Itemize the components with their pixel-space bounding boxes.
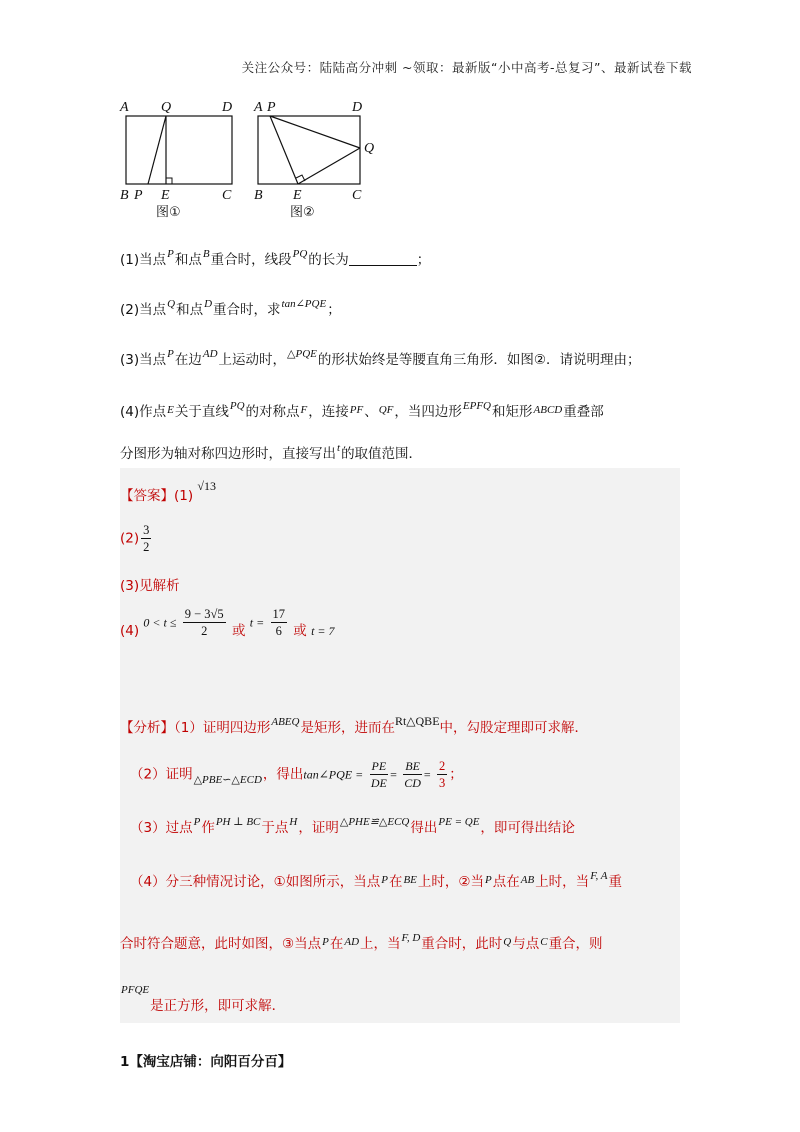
figures-svg	[110, 96, 410, 226]
fig1-label-b: B	[120, 188, 129, 203]
fig2-label-b: B	[254, 188, 263, 203]
fig1-segment-pq	[148, 116, 166, 184]
fig2-segment-pq	[270, 116, 360, 148]
analysis-step-4-line-3: $^{PFQE}$是正方形，即可求解．	[121, 984, 286, 1014]
answer-4-fraction-2: $\frac{17}{6}$	[272, 607, 285, 638]
answer-4-fraction-1: $\frac{9 - 3√5}{2}$	[184, 607, 224, 638]
answer-2-fraction: $\frac{3}{2}$	[143, 523, 150, 554]
answer-3: (3)见解析	[120, 578, 180, 594]
question-4-line-1: (4)作点$^E$关于直线$^{PQ}$的对称点$^F$，连接$^{PF}$、$^{QF}$，当四边形$^{EPFQ}$和矩形$^{ABCD}$重叠部	[120, 400, 604, 420]
analysis-step-4-line-1: （4）分三种情况讨论，①如图所示，当点$^P$在$^{BE}$上时，②当$^P$点在$^{AB}$上时，当$^{F, A}$重	[130, 870, 623, 890]
fig1-caption: 图①	[156, 205, 181, 220]
fig2-label-q: Q	[364, 141, 375, 156]
fig2-caption: 图②	[290, 205, 315, 220]
analysis-step-2: （2）证明$_{\triangle PBE∽\triangle ECD}$，得出tan∠PQE = $\frac{PE}{DE}$ = $\frac{BE}{CD}$ = $\frac{2}{3}$ ；	[130, 759, 463, 790]
fig2-label-p: P	[267, 100, 276, 115]
fig1-rectangle	[126, 116, 232, 184]
fig1-label-p: P	[134, 188, 143, 203]
page-footer: 1【淘宝店铺：向阳百分百】	[120, 1054, 292, 1070]
answer-1-value: √13	[197, 479, 217, 493]
fig2-label-e: E	[293, 188, 302, 203]
answer-4: (4) 0 < t ≤ $\frac{9 - 3√5}{2}$ 或 t = $\frac{17}{6}$ 或 t = 7	[120, 607, 335, 639]
fig2-label-c: C	[352, 188, 362, 203]
analysis-step-4-line-2: 合时符合题意，此时如图，③当点$^P$在$^{AD}$上，当$^{F, D}$重合时，此时$^Q$与点$^C$重合，则	[120, 932, 603, 952]
fig2-segment-pe	[270, 116, 298, 184]
question-3: (3)当点$^P$在边$^{AD}$上运动时，$^{\triangle PQE}$的形状始终是等腰直角三角形．如图②．请说明理由；	[120, 348, 641, 368]
answer-label: 【答案】	[120, 488, 174, 504]
fig1-label-e: E	[161, 188, 170, 203]
analysis-fraction-2-3: $\frac{2}{3}$	[439, 759, 446, 790]
analysis-step-3: （3）过点$^P$作$^{PH \perp BC}$于点$^H$，证明$^{\triangle PHE≌\triangle ECQ}$得出$^{PE = QE}$，即可得出结论	[130, 816, 575, 836]
fig2-rectangle	[258, 116, 360, 184]
fig1-right-angle-mark	[166, 178, 172, 184]
analysis-fraction-be-cd: $\frac{BE}{CD}$	[404, 759, 421, 790]
analysis-label: 【分析】	[120, 720, 174, 736]
analysis-fraction-pe-de: $\frac{PE}{DE}$	[370, 759, 387, 790]
fig1-label-a: A	[120, 100, 129, 115]
question-2: (2)当点$^Q$和点$^D$重合时，求$^{tan\angle PQE}$；	[120, 298, 341, 318]
question-4-line-2: 分图形为轴对称四边形时，直接写出$^t$的取值范围．	[120, 442, 423, 462]
fig2-segment-eq	[298, 148, 360, 184]
fig1-label-q: Q	[161, 100, 172, 115]
answer-2: (2) $\frac{3}{2}$	[120, 523, 150, 554]
page-header: 关注公众号：陆陆高分冲刺 ~领取：最新版“小中高考-总复习”、最新试卷下载	[241, 60, 692, 75]
analysis-step-1: 【分析】（1）证明四边形$^{ABEQ}$是矩形，进而在Rt△QBE中，勾股定理即可求解．	[120, 714, 589, 736]
fig1-label-d: D	[222, 100, 233, 115]
answer-1: 【答案】(1) √13	[120, 479, 217, 504]
question-1: (1)当点$^P$和点$^B$重合时，线段$^{PQ}$的长为 ；	[120, 248, 431, 268]
fig1-label-c: C	[222, 188, 232, 203]
fig2-label-a: A	[254, 100, 263, 115]
answer-blank	[349, 252, 417, 266]
fig2-label-d: D	[352, 100, 363, 115]
